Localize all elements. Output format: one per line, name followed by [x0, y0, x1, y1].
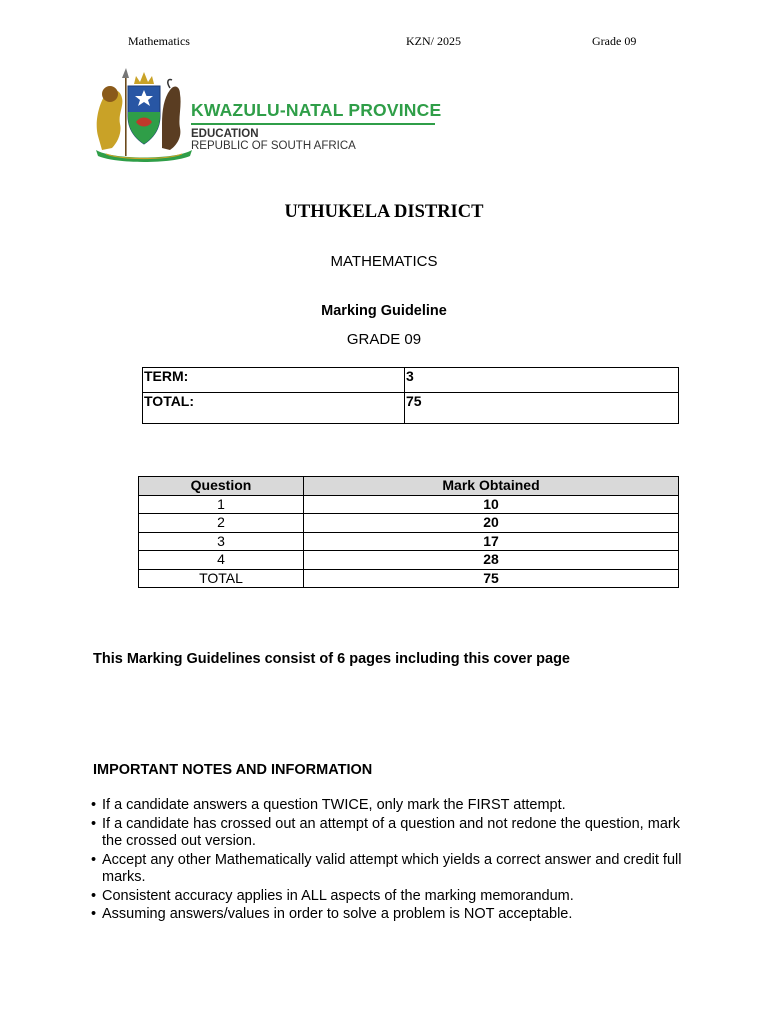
- mark-cell: 20: [304, 514, 679, 533]
- total-question-cell: TOTAL: [139, 569, 304, 588]
- total-label: TOTAL:: [143, 393, 405, 424]
- logo-province: KWAZULU-NATAL PROVINCE: [191, 100, 442, 120]
- info-table: [142, 367, 679, 424]
- total-mark-cell: 75: [304, 569, 679, 588]
- table-row: [143, 368, 679, 393]
- logo-country: REPUBLIC OF SOUTH AFRICA: [191, 139, 356, 152]
- question-cell: 2: [139, 514, 304, 533]
- notes-heading: IMPORTANT NOTES AND INFORMATION: [93, 762, 373, 778]
- district-title: UTHUKELA DISTRICT: [284, 202, 484, 222]
- mark-cell: 10: [304, 495, 679, 514]
- pages-note: This Marking Guidelines consist of 6 pages including this cover page: [93, 651, 570, 667]
- column-header-question: Question: [139, 477, 304, 496]
- subject-title: MATHEMATICS: [330, 253, 438, 270]
- column-header-mark: Mark Obtained: [304, 477, 679, 496]
- document-title: Marking Guideline: [321, 303, 447, 319]
- question-cell: 4: [139, 551, 304, 570]
- list-item: • Accept any other Mathematically valid attempt which yields a correct answer and credit full marks.: [91, 852, 691, 887]
- mark-cell: 28: [304, 551, 679, 570]
- table-row: [143, 393, 679, 424]
- header-subject: Mathematics: [128, 34, 190, 48]
- term-value: 3: [405, 368, 679, 393]
- header-code: KZN/ 2025: [406, 34, 461, 48]
- table-row: [139, 551, 679, 570]
- list-item: • If a candidate has crossed out an attempt of a question and not redone the question, mark the crossed out version.: [91, 816, 691, 851]
- grade-title: GRADE 09: [346, 331, 422, 348]
- list-item: • Consistent accuracy applies in ALL aspects of the marking memorandum.: [91, 888, 691, 906]
- mark-cell: 17: [304, 532, 679, 551]
- list-item: • If a candidate answers a question TWICE, only mark the FIRST attempt.: [91, 797, 691, 815]
- table-header-row: [139, 477, 679, 496]
- table-row: [139, 495, 679, 514]
- logo-department: EDUCATION: [191, 127, 259, 140]
- question-cell: 3: [139, 532, 304, 551]
- header-grade: Grade 09: [592, 34, 637, 48]
- notes-list: [91, 797, 702, 925]
- term-label: TERM:: [143, 368, 405, 393]
- table-row: [139, 569, 679, 588]
- table-row: [139, 532, 679, 551]
- total-value: 75: [405, 393, 679, 424]
- question-cell: 1: [139, 495, 304, 514]
- logo-divider: [191, 123, 435, 125]
- list-item: • Assuming answers/values in order to solve a problem is NOT acceptable.: [91, 906, 691, 924]
- marks-table: [138, 476, 679, 588]
- logo-text: [191, 100, 441, 152]
- table-row: [139, 514, 679, 533]
